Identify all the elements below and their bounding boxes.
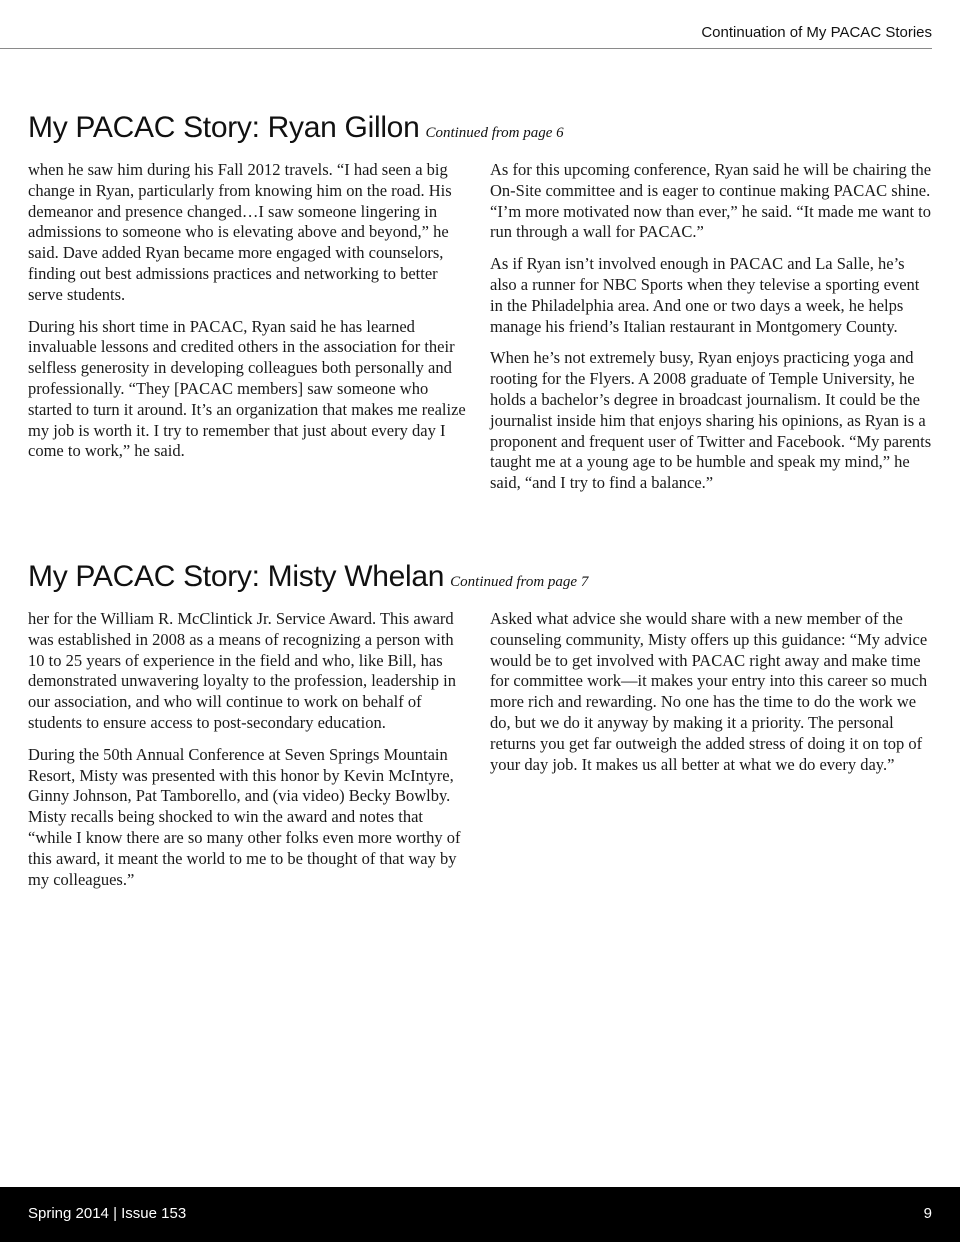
header-rule — [0, 48, 932, 49]
paragraph: when he saw him during his Fall 2012 travels. “I had seen a big change in Ryan, particularly from knowing him on the road. His demeanor and presence changed…I saw someone lingering in admissions to someone who is elevating above and beyond,” he said. Dave added Ryan became more engaged with counselors, finding out best admissions practices and networking to better serve students. — [28, 160, 452, 304]
running-header: Continuation of My PACAC Stories — [701, 24, 932, 41]
story-title-text: My PACAC Story: Ryan Gillon — [28, 111, 420, 144]
story-title — [28, 557, 932, 597]
story-misty-whelan — [28, 557, 932, 901]
right-column — [490, 609, 932, 901]
story-title-text: My PACAC Story: Misty Whelan — [28, 560, 445, 593]
paragraph: Asked what advice she would share with a new member of the counseling community, Misty offers up this guidance: “My advice would be to get involved with PACAC right away and make time for committee work—it makes your entry into this career so much more rich and rewarding. No one has the time to do the work we do, but we do it anyway by making it a priority. The personal returns you get far outweigh the added stress of doing it on top of your day job. It makes us all better at what we do every day.” — [490, 609, 928, 774]
paragraph: When he’s not extremely busy, Ryan enjoys practicing yoga and rooting for the Flyers. A 2008 graduate of Temple University, he holds a bachelor’s degree in broadcast journalism. It could be the journalist inside him that enjoys sharing his opinions, as Ryan is a proponent and frequent user of Twitter and Facebook. “My parents taught me at a young age to be humble and speak my mind,” he said, “and I try to find a balance.” — [490, 348, 932, 493]
left-column — [28, 609, 470, 901]
paragraph: her for the William R. McClintick Jr. Service Award. This award was established in 2008 as a means of recognizing a person with 10 to 25 years of experience in the field and who, like Bill, has demonstrated unwavering loyalty to the profession, leadership in our association, and who will continue to work on behalf of students to ensure access to post-secondary education. — [28, 609, 456, 732]
paragraph: As for this upcoming conference, Ryan said he will be chairing the On-Site committee and is eager to continue making PACAC shine. “I’m more motivated now than ever,” he said. “It made me want to run through a wall for PACAC.” — [490, 160, 932, 242]
page-footer — [0, 1187, 960, 1242]
story-columns — [28, 160, 932, 505]
issue-label: Spring 2014 | Issue 153 — [28, 1205, 187, 1222]
continued-from-note: Continued from page 7 — [450, 574, 589, 590]
story-title — [28, 108, 932, 148]
story-ryan-gillon — [28, 108, 932, 505]
story-columns — [28, 609, 932, 901]
page-number: 9 — [923, 1205, 932, 1222]
continued-from-note: Continued from page 6 — [425, 125, 564, 141]
left-column — [28, 160, 470, 505]
right-column — [490, 160, 932, 505]
paragraph: During his short time in PACAC, Ryan said he has learned invaluable lessons and credited others in the association for their selfless generosity in developing colleagues both personally and professionally. “They [PACAC members] saw someone who started to turn it around. It’s an organization that makes me realize my job is worth it. I try to remember that just about every day I come to work,” he said. — [28, 316, 466, 461]
paragraph: During the 50th Annual Conference at Seven Springs Mountain Resort, Misty was presented with this honor by Kevin McIntyre, Ginny Johnson, Pat Tamborello, and (via video) Becky Bowlby. Misty recalls being shocked to win the award and notes that “while I know there are so many other folks even more worthy of this award, it meant the world to me to be thought of that way by my colleagues.” — [28, 744, 461, 889]
paragraph: As if Ryan isn’t involved enough in PACAC and La Salle, he’s also a runner for NBC Sports when they televise a sporting event in the Philadelphia area. And one or two days a week, he helps manage his friend’s Italian restaurant in Montgomery County. — [490, 254, 920, 336]
